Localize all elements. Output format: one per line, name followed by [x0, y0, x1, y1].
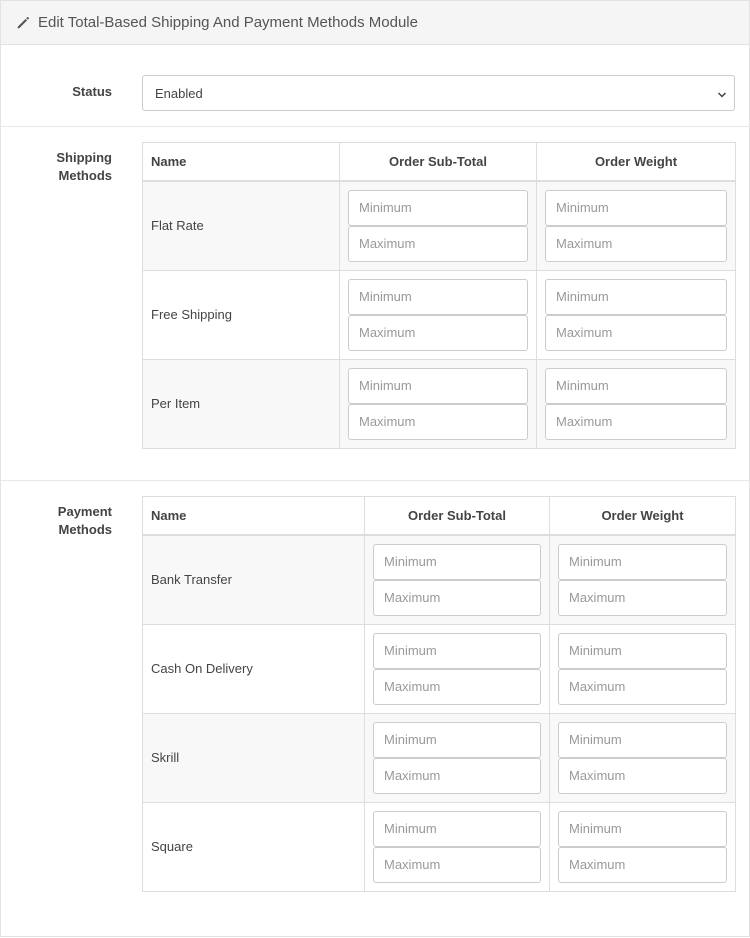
subtotal-range-cell [340, 181, 537, 271]
weight-range-cell [537, 181, 736, 271]
status-select-value: Enabled [155, 85, 203, 101]
subtotal-maximum-input[interactable] [348, 315, 528, 351]
subtotal-maximum-input[interactable] [373, 758, 541, 794]
subtotal-range-cell [365, 535, 550, 625]
weight-minimum-input[interactable] [545, 368, 727, 404]
subtotal-range-cell [365, 802, 550, 891]
table-row [143, 802, 736, 891]
subtotal-minimum-input[interactable] [373, 722, 541, 758]
payment-column-header: Name [143, 497, 365, 535]
weight-minimum-input[interactable] [558, 811, 727, 847]
weight-maximum-input[interactable] [558, 758, 727, 794]
subtotal-range-cell [340, 359, 537, 448]
weight-maximum-input[interactable] [545, 404, 727, 440]
shipping-column-header: Order Weight [537, 143, 736, 181]
method-name: Skrill [143, 713, 365, 802]
table-row [143, 359, 736, 448]
shipping-methods-table [142, 142, 736, 449]
subtotal-maximum-input[interactable] [373, 669, 541, 705]
status-select[interactable] [142, 75, 735, 111]
table-row [143, 181, 736, 271]
weight-minimum-input[interactable] [558, 633, 727, 669]
weight-range-cell [550, 624, 736, 713]
method-name: Cash On Delivery [143, 624, 365, 713]
weight-range-cell [550, 713, 736, 802]
method-name: Square [143, 802, 365, 891]
subtotal-range-cell [365, 713, 550, 802]
weight-minimum-input[interactable] [545, 279, 727, 315]
status-label: Status [72, 84, 112, 99]
payment-column-header: Order Weight [550, 497, 736, 535]
method-name: Bank Transfer [143, 535, 365, 625]
subtotal-minimum-input[interactable] [348, 190, 528, 226]
method-name: Per Item [143, 359, 340, 448]
subtotal-maximum-input[interactable] [373, 847, 541, 883]
subtotal-range-cell [365, 624, 550, 713]
subtotal-maximum-input[interactable] [373, 580, 541, 616]
method-name: Free Shipping [143, 270, 340, 359]
shipping-column-header: Order Sub-Total [340, 143, 537, 181]
table-row [143, 713, 736, 802]
subtotal-minimum-input[interactable] [348, 279, 528, 315]
weight-maximum-input[interactable] [545, 315, 727, 351]
method-name: Flat Rate [143, 181, 340, 271]
payment-methods-row [1, 481, 749, 921]
chevron-down-icon [717, 88, 727, 98]
weight-minimum-input[interactable] [558, 544, 727, 580]
payment-methods-table [142, 496, 736, 892]
shipping-methods-row [1, 127, 749, 481]
pencil-icon [16, 16, 30, 30]
status-row [1, 45, 749, 127]
subtotal-minimum-input[interactable] [373, 633, 541, 669]
table-row [143, 270, 736, 359]
weight-range-cell [537, 270, 736, 359]
payment-column-header: Order Sub-Total [365, 497, 550, 535]
weight-minimum-input[interactable] [558, 722, 727, 758]
weight-range-cell [537, 359, 736, 448]
weight-range-cell [550, 802, 736, 891]
table-row [143, 624, 736, 713]
weight-maximum-input[interactable] [558, 669, 727, 705]
subtotal-maximum-input[interactable] [348, 404, 528, 440]
subtotal-minimum-input[interactable] [373, 811, 541, 847]
weight-minimum-input[interactable] [545, 190, 727, 226]
weight-maximum-input[interactable] [545, 226, 727, 262]
weight-maximum-input[interactable] [558, 847, 727, 883]
subtotal-maximum-input[interactable] [348, 226, 528, 262]
subtotal-range-cell [340, 270, 537, 359]
subtotal-minimum-input[interactable] [348, 368, 528, 404]
shipping-methods-label: Shipping Methods [56, 150, 112, 183]
weight-range-cell [550, 535, 736, 625]
panel-heading [1, 1, 749, 45]
payment-methods-label: Payment Methods [57, 504, 112, 537]
shipping-column-header: Name [143, 143, 340, 181]
table-row [143, 535, 736, 625]
weight-maximum-input[interactable] [558, 580, 727, 616]
subtotal-minimum-input[interactable] [373, 544, 541, 580]
page-title: Edit Total-Based Shipping And Payment Methods Module [38, 14, 418, 31]
